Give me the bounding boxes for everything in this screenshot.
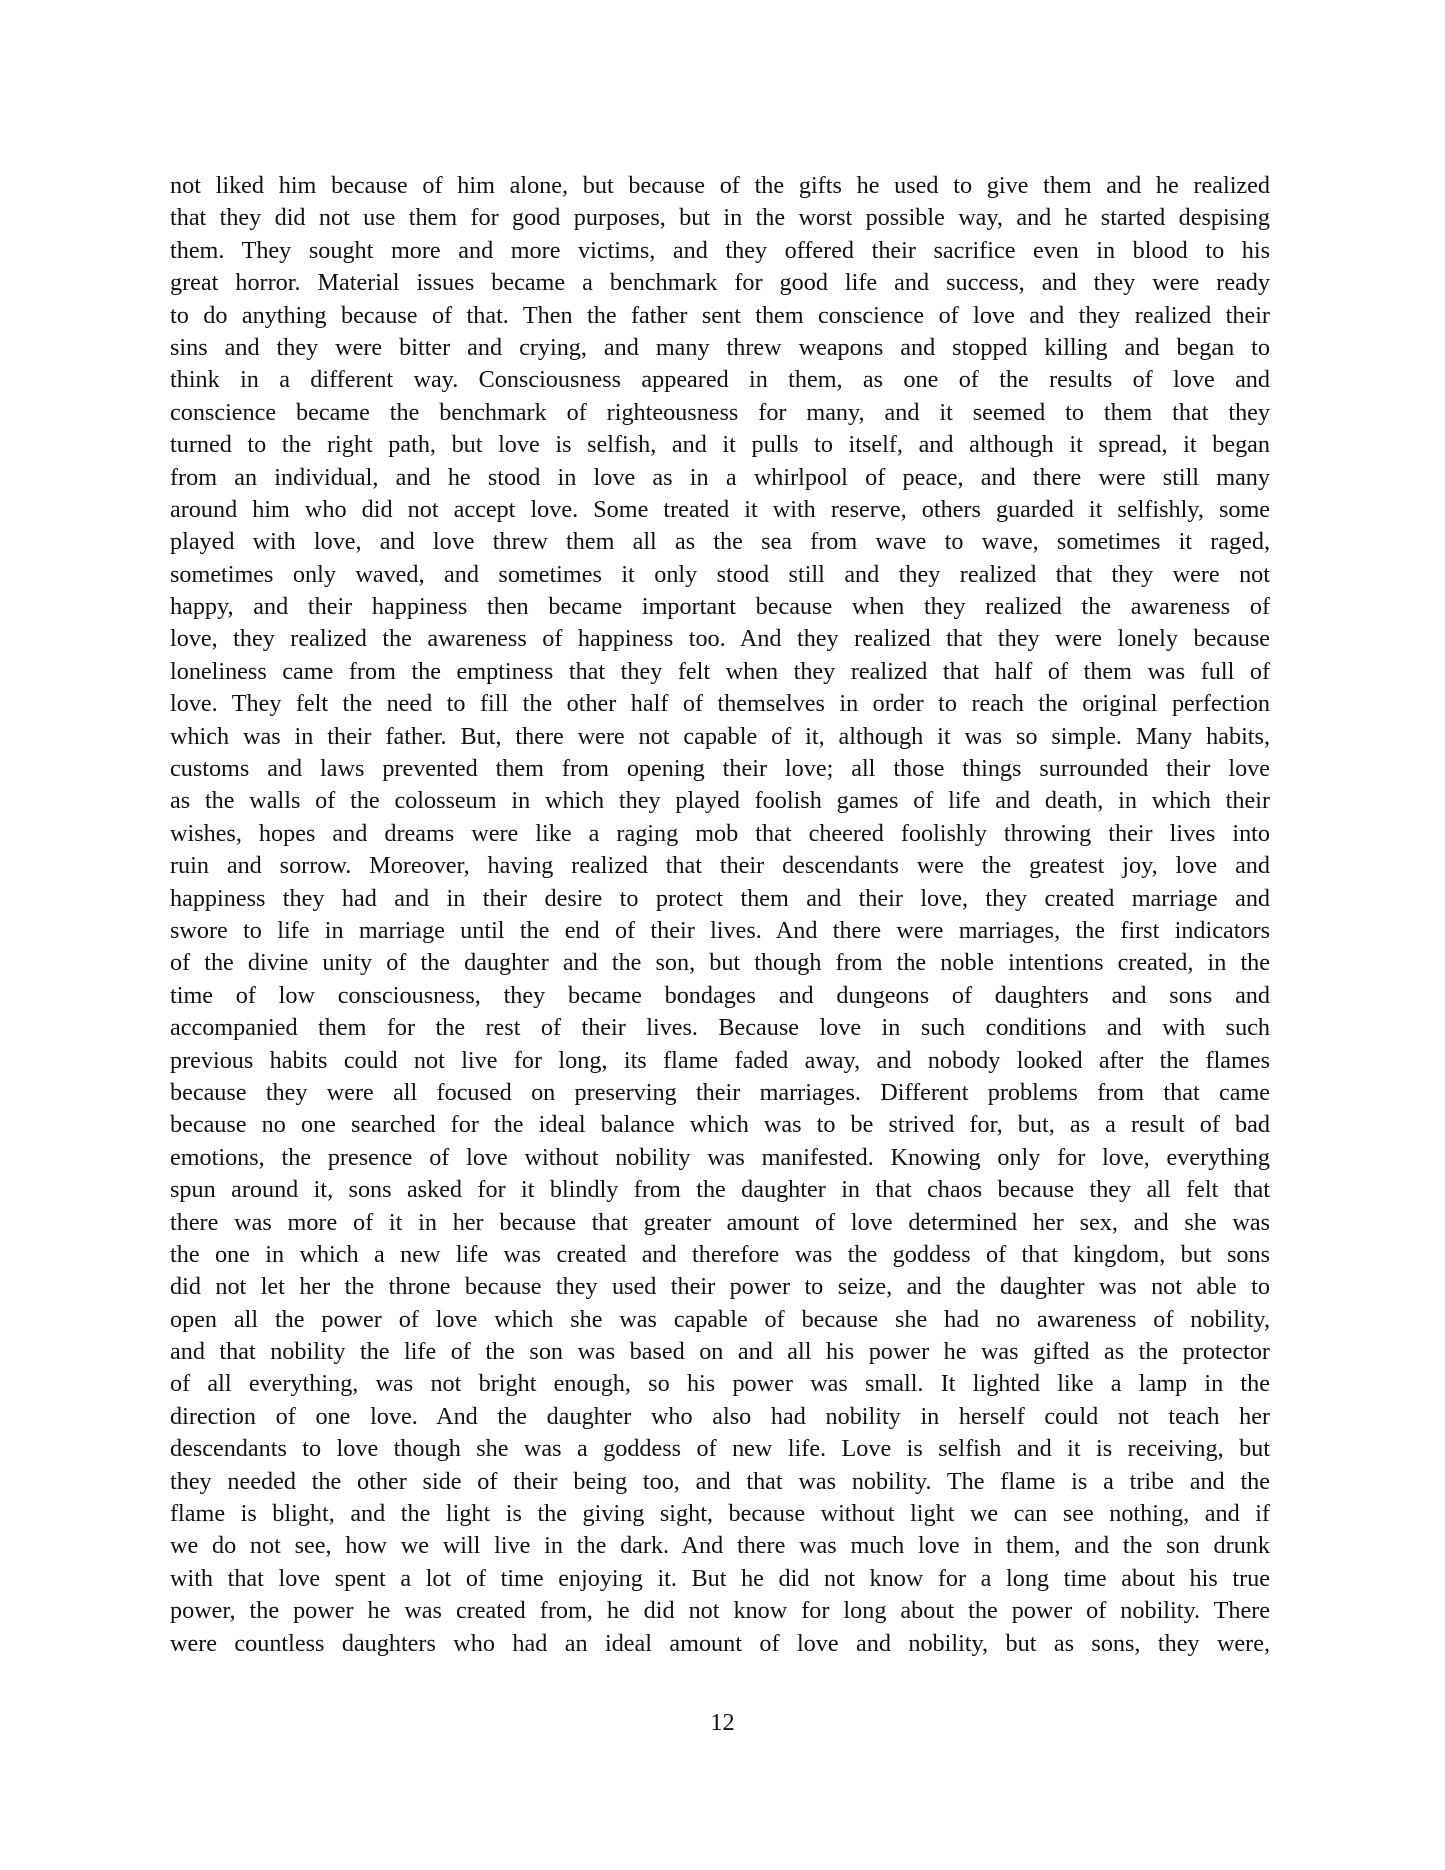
text-line: from an individual, and he stood in love as in a whirlpool of peace, and there were still many [170, 463, 1270, 491]
text-line: they needed the other side of their being too, and that was nobility. The flame is a tribe and the [170, 1467, 1270, 1495]
text-line: customs and laws prevented them from opening their love; all those things surrounded their love [170, 755, 1270, 783]
text-line: because no one searched for the ideal balance which was to be strived for, but, as a result of bad [170, 1111, 1270, 1139]
text-line: not liked him because of him alone, but because of the gifts he used to give them and he realized [170, 172, 1270, 199]
text-line: wishes, hopes and dreams were like a raging mob that cheered foolishly throwing their lives into [170, 819, 1270, 847]
text-line: spun around it, sons asked for it blindly from the daughter in that chaos because they all felt that [170, 1176, 1270, 1204]
text-line: around him who did not accept love. Some treated it with reserve, others guarded it selfishly, some [170, 495, 1270, 523]
text-line: the one in which a new life was created and therefore was the goddess of that kingdom, but sons [170, 1240, 1270, 1268]
text-line: emotions, the presence of love without nobility was manifested. Knowing only for love, everything [170, 1143, 1270, 1171]
text-line: love, they realized the awareness of happiness too. And they realized that they were lonely because [170, 625, 1270, 653]
text-line: love. They felt the need to fill the other half of themselves in order to reach the original perfection [170, 690, 1270, 718]
text-line: were countless daughters who had an ideal amount of love and nobility, but as sons, they were, [170, 1629, 1270, 1657]
text-line: loneliness came from the emptiness that they felt when they realized that half of them was full of [170, 657, 1270, 685]
text-line: previous habits could not live for long, its flame faded away, and nobody looked after the flames [170, 1046, 1270, 1074]
page-number: 12 [710, 1709, 735, 1736]
text-line: time of low consciousness, they became bondages and dungeons of daughters and sons and [170, 981, 1270, 1009]
text-line: sometimes only waved, and sometimes it only stood still and they realized that they were not [170, 560, 1270, 588]
text-line: we do not see, how we will live in the dark. And there was much love in them, and the son drunk [170, 1532, 1270, 1560]
text-line: there was more of it in her because that greater amount of love determined her sex, and she was [170, 1208, 1270, 1236]
text-line: of all everything, was not bright enough, so his power was small. It lighted like a lamp in the [170, 1370, 1270, 1398]
text-line: turned to the right path, but love is selfish, and it pulls to itself, and although it spread, it began [170, 431, 1270, 459]
text-line: because they were all focused on preserving their marriages. Different problems from that came [170, 1078, 1270, 1106]
text-line: power, the power he was created from, he did not know for long about the power of nobility. There [170, 1597, 1270, 1625]
text-line: flame is blight, and the light is the giving sight, because without light we can see nothing, and if [170, 1500, 1270, 1528]
text-line: did not let her the throne because they used their power to seize, and the daughter was not able to [170, 1273, 1270, 1301]
text-line: happy, and their happiness then became important because when they realized the awareness of [170, 593, 1270, 621]
text-line: to do anything because of that. Then the father sent them conscience of love and they realized their [170, 301, 1270, 329]
text-line: great horror. Material issues became a benchmark for good life and success, and they were ready [170, 269, 1270, 297]
text-line: happiness they had and in their desire to protect them and their love, they created marriage and [170, 884, 1270, 912]
text-line: descendants to love though she was a goddess of new life. Love is selfish and it is receiving, but [170, 1435, 1270, 1463]
text-line: accompanied them for the rest of their lives. Because love in such conditions and with such [170, 1014, 1270, 1042]
text-line: direction of one love. And the daughter who also had nobility in herself could not teach her [170, 1402, 1270, 1430]
text-line: as the walls of the colosseum in which they played foolish games of life and death, in which their [170, 787, 1270, 815]
text-line: open all the power of love which she was capable of because she had no awareness of nobility, [170, 1305, 1270, 1333]
text-line: swore to life in marriage until the end of their lives. And there were marriages, the first indicators [170, 916, 1270, 944]
text-line: think in a different way. Consciousness appeared in them, as one of the results of love and [170, 366, 1270, 394]
text-line: sins and they were bitter and crying, and many threw weapons and stopped killing and began to [170, 333, 1270, 361]
text-line: them. They sought more and more victims, and they offered their sacrifice even in blood to his [170, 236, 1270, 264]
body-text [170, 170, 1270, 1660]
text-line: and that nobility the life of the son was based on and all his power he was gifted as the protector [170, 1338, 1270, 1366]
text-line: of the divine unity of the daughter and the son, but though from the noble intentions created, in the [170, 949, 1270, 977]
text-line: with that love spent a lot of time enjoying it. But he did not know for a long time about his true [170, 1564, 1270, 1592]
text-line: which was in their father. But, there were not capable of it, although it was so simple. Many habits, [170, 722, 1270, 750]
text-line: ruin and sorrow. Moreover, having realized that their descendants were the greatest joy, love and [170, 852, 1270, 880]
text-line: played with love, and love threw them all as the sea from wave to wave, sometimes it raged, [170, 528, 1270, 556]
text-line: conscience became the benchmark of righteousness for many, and it seemed to them that they [170, 398, 1270, 426]
text-line: that they did not use them for good purposes, but in the worst possible way, and he started despising [170, 204, 1270, 232]
